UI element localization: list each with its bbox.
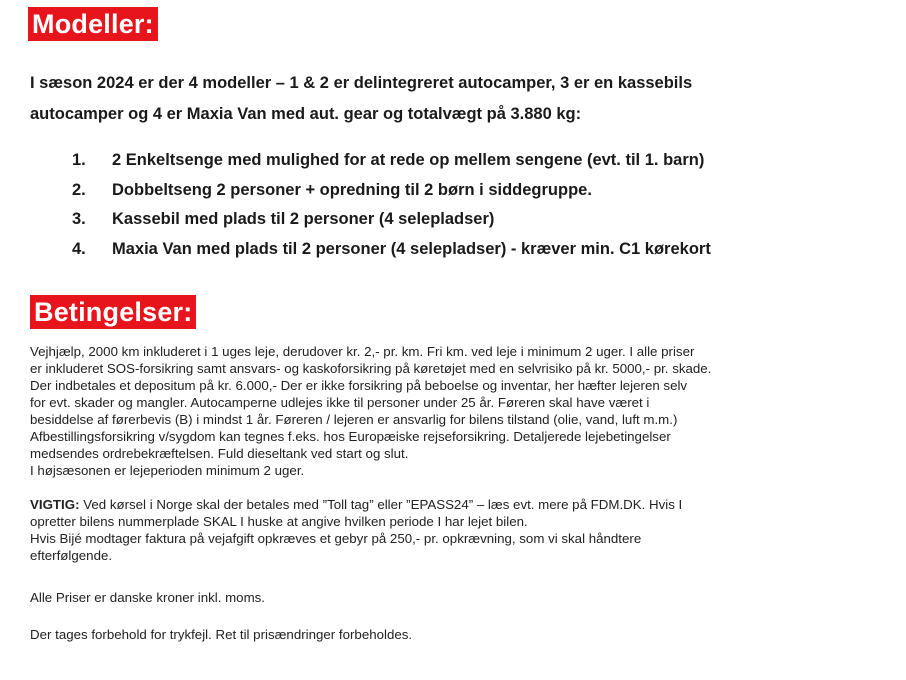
model-description: Maxia Van med plads til 2 personer (4 selepladser) - kræver min. C1 kørekort	[112, 239, 711, 258]
conditions-line: besiddelse af førerbevis (B) i mindst 1 år. Føreren / lejeren er ansvarlig for bilens tilstand (olie, vand, luft m.m.)	[30, 412, 678, 427]
important-note-line: Hvis Bijé modtager faktura på vejafgift opkræves et gebyr på 250,- pr. opkrævning, som vi skal håndtere	[30, 531, 642, 546]
conditions-line: Der indbetales et depositum på kr. 6.000,- Der er ikke forsikring på beboelse og inventar, her hæfter lejeren selv	[30, 378, 688, 393]
model-description: 2 Enkeltsenge med mulighed for at rede op mellem sengene (evt. til 1. barn)	[112, 151, 705, 169]
model-list-item	[72, 146, 711, 176]
model-list-item	[72, 235, 711, 265]
conditions-line: Vejhjælp, 2000 km inkluderet i 1 uges leje, derudover kr. 2,- pr. km. Fri km. ved leje i minimum 2 uger. I alle priser	[30, 344, 695, 359]
important-note-line	[30, 496, 890, 513]
conditions-line: Afbestillingsforsikring v/sygdom kan tegnes f.eks. hos Europæiske rejseforsikring. Detaljerede lejebetingelser	[30, 429, 671, 444]
important-note-text: Ved kørsel i Norge skal der betales med ”Toll tag” eller ”EPASS24” – læs evt. mere på FDM.DK. Hvis I	[79, 497, 683, 512]
model-number: 2.	[72, 180, 86, 199]
conditions-line: medsendes ordrebekræftelsen. Fuld dieseltank ved start og slut.	[30, 446, 409, 461]
models-heading: Modeller:	[28, 7, 158, 41]
conditions-line: er inkluderet SOS-forsikring samt ansvars- og kaskoforsikring på køretøjet med en selvrisiko på kr. 5000,- pr. skade.	[30, 361, 712, 376]
disclaimer: Der tages forbehold for trykfejl. Ret til prisændringer forbeholdes.	[30, 627, 413, 642]
model-number: 1.	[72, 151, 86, 169]
model-list-item	[72, 176, 711, 206]
conditions-heading: Betingelser:	[30, 295, 196, 329]
models-intro-line-2: autocamper og 4 er Maxia Van med aut. gear og totalvægt på 3.880 kg:	[30, 105, 582, 123]
conditions-body	[30, 343, 890, 643]
models-intro-line-1: I sæson 2024 er der 4 modeller – 1 & 2 er delintegreret autocamper, 3 er en kassebils	[30, 74, 693, 92]
important-note-line: opretter bilens nummerplade SKAL I huske at angive hvilken periode I har lejet bilen.	[30, 514, 528, 529]
model-number: 3.	[72, 210, 86, 229]
models-intro	[30, 68, 880, 130]
model-description: Kassebil med plads til 2 personer (4 selepladser)	[112, 210, 495, 229]
model-list	[72, 146, 711, 264]
important-label: VIGTIG:	[30, 497, 80, 512]
important-note-line: efterfølgende.	[30, 548, 113, 563]
model-list-item	[72, 205, 711, 235]
model-description: Dobbeltseng 2 personer + opredning til 2 børn i siddegruppe.	[112, 180, 592, 199]
conditions-line: for evt. skader og mangler. Autocamperne udlejes ikke til personer under 25 år. Føreren skal have været i	[30, 395, 650, 410]
model-number: 4.	[72, 239, 86, 258]
conditions-line: I højsæsonen er lejeperioden minimum 2 uger.	[30, 463, 305, 478]
prices-note: Alle Priser er danske kroner inkl. moms.	[30, 590, 265, 605]
